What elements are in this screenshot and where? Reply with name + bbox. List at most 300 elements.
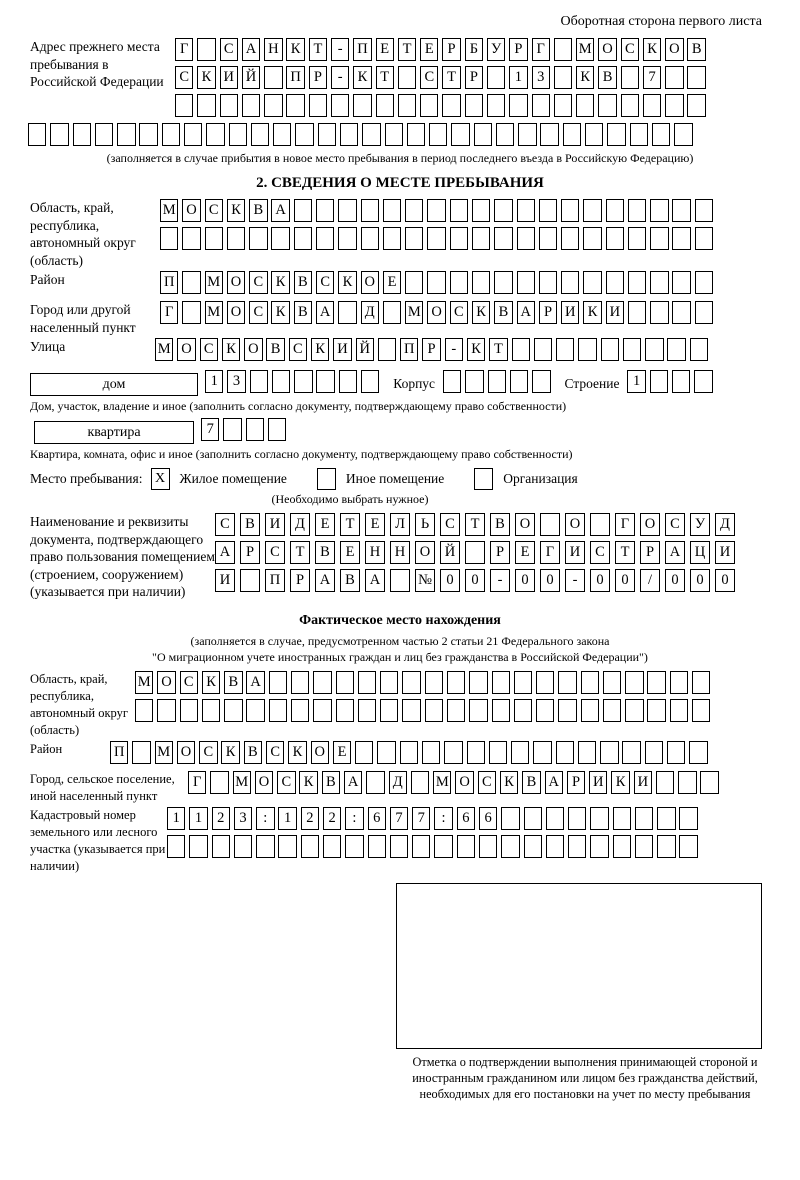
char-box: Г — [160, 301, 178, 324]
char-row — [155, 338, 712, 363]
char-box: П — [353, 38, 371, 61]
char-box: Т — [489, 338, 507, 361]
char-box — [398, 94, 416, 117]
char-box — [690, 338, 708, 361]
char-box — [628, 271, 646, 294]
char-box: В — [240, 513, 260, 536]
char-box — [623, 338, 641, 361]
char-box: 7 — [390, 807, 408, 830]
char-box — [358, 671, 376, 694]
char-box: О — [227, 271, 245, 294]
char-box: Т — [376, 66, 394, 89]
char-box: Н — [264, 38, 282, 61]
char-box — [695, 199, 713, 222]
char-box: С — [265, 541, 285, 564]
char-box: Д — [290, 513, 310, 536]
char-box: К — [299, 771, 317, 794]
char-box: И — [333, 338, 351, 361]
house-label-box: дом — [30, 373, 198, 396]
char-box: А — [545, 771, 563, 794]
char-box — [554, 94, 572, 117]
char-box — [313, 699, 331, 722]
char-box: 7 — [643, 66, 661, 89]
char-row — [160, 199, 717, 224]
char-row — [160, 301, 717, 326]
apartment-row — [34, 418, 800, 446]
char-box: А — [215, 541, 235, 564]
char-box: Е — [365, 513, 385, 536]
char-box — [657, 835, 675, 858]
char-box — [361, 370, 379, 393]
stay-type-label: Место пребывания: — [30, 471, 143, 486]
char-box — [318, 123, 336, 146]
actual-district-label: Район — [30, 741, 63, 756]
char-box: А — [365, 569, 385, 592]
char-box: С — [420, 66, 438, 89]
char-box — [345, 835, 363, 858]
char-box: О — [311, 741, 329, 764]
char-box: Т — [465, 513, 485, 536]
option-label-other-premises: Иное помещение — [345, 471, 445, 486]
char-box — [338, 301, 356, 324]
char-box — [650, 271, 668, 294]
char-box — [256, 835, 274, 858]
char-box — [667, 741, 685, 764]
char-row-overflow — [28, 123, 800, 148]
char-box: Р — [539, 301, 557, 324]
char-box — [427, 199, 445, 222]
char-box — [28, 123, 46, 146]
char-box: К — [227, 199, 245, 222]
char-box — [465, 541, 485, 564]
char-box: Г — [532, 38, 550, 61]
char-box — [492, 699, 510, 722]
char-box: М — [205, 271, 223, 294]
char-row — [188, 771, 723, 796]
char-box: 0 — [540, 569, 560, 592]
char-box — [447, 671, 465, 694]
char-box — [450, 271, 468, 294]
char-box: Е — [376, 38, 394, 61]
char-box — [672, 370, 690, 393]
char-box — [540, 123, 558, 146]
char-box: - — [331, 66, 349, 89]
char-box — [581, 699, 599, 722]
char-box: О — [255, 771, 273, 794]
char-box: И — [634, 771, 652, 794]
char-box: М — [433, 771, 451, 794]
char-box: С — [175, 66, 193, 89]
char-box — [472, 271, 490, 294]
char-box — [695, 227, 713, 250]
cadastral-block — [30, 807, 800, 875]
char-box: К — [288, 741, 306, 764]
char-box — [534, 338, 552, 361]
char-box — [517, 227, 535, 250]
char-box — [182, 301, 200, 324]
char-box: 7 — [201, 418, 219, 441]
char-box — [590, 807, 608, 830]
char-box — [600, 741, 618, 764]
char-box — [95, 123, 113, 146]
char-box — [295, 123, 313, 146]
char-box: А — [316, 301, 334, 324]
char-box: 0 — [615, 569, 635, 592]
char-box — [407, 123, 425, 146]
char-box: Й — [356, 338, 374, 361]
char-box — [563, 123, 581, 146]
char-box — [583, 199, 601, 222]
char-box — [420, 94, 438, 117]
char-box — [643, 94, 661, 117]
char-box: И — [715, 541, 735, 564]
char-box — [162, 123, 180, 146]
char-box: С — [450, 301, 468, 324]
char-box: 3 — [532, 66, 550, 89]
char-box: М — [155, 338, 173, 361]
char-row — [215, 513, 740, 538]
char-box — [488, 370, 506, 393]
char-box — [689, 741, 707, 764]
region-block — [30, 199, 800, 269]
char-box — [157, 699, 175, 722]
char-box: В — [294, 271, 312, 294]
actual-city-label: Город, сельское поселение, иной населенный пункт — [30, 771, 175, 803]
char-box — [679, 807, 697, 830]
char-box — [405, 199, 423, 222]
char-box: Г — [188, 771, 206, 794]
region-label: Область, край, республика, автономный округ (область) — [30, 200, 136, 268]
city-block — [30, 301, 800, 336]
char-box — [554, 38, 572, 61]
char-box — [650, 227, 668, 250]
char-box: К — [338, 271, 356, 294]
char-box — [383, 199, 401, 222]
char-box — [539, 199, 557, 222]
korpus-row — [443, 370, 554, 395]
char-box: А — [242, 38, 260, 61]
char-box: И — [606, 301, 624, 324]
char-box: Т — [615, 541, 635, 564]
char-box — [269, 699, 287, 722]
char-box: Г — [615, 513, 635, 536]
char-box — [294, 199, 312, 222]
char-box — [650, 199, 668, 222]
char-box: В — [490, 513, 510, 536]
char-box — [603, 699, 621, 722]
char-box — [532, 370, 550, 393]
char-box — [518, 123, 536, 146]
char-box — [362, 123, 380, 146]
actual-district-block — [30, 741, 800, 769]
char-box: 3 — [227, 370, 245, 393]
char-box: П — [286, 66, 304, 89]
char-box — [442, 94, 460, 117]
char-box — [554, 66, 572, 89]
char-box: - — [331, 38, 349, 61]
char-box: С — [249, 271, 267, 294]
char-box — [291, 671, 309, 694]
char-box: И — [220, 66, 238, 89]
char-box: Г — [175, 38, 193, 61]
char-box: 1 — [167, 807, 185, 830]
document-rows — [215, 513, 740, 597]
char-row — [135, 671, 714, 696]
stay-type-caption: (Необходимо выбрать нужное) — [271, 492, 429, 506]
char-row — [110, 741, 712, 766]
checkbox-other-premises — [317, 468, 336, 490]
actual-location-title: Фактическое место нахождения — [299, 612, 501, 628]
char-box: К — [311, 338, 329, 361]
char-box — [590, 513, 610, 536]
char-box — [390, 835, 408, 858]
char-box: О — [515, 513, 535, 536]
char-box: - — [565, 569, 585, 592]
char-box — [581, 671, 599, 694]
char-box — [210, 771, 228, 794]
checkbox-organization — [474, 468, 493, 490]
char-row — [167, 835, 702, 860]
char-box: К — [643, 38, 661, 61]
char-box: 1 — [205, 370, 223, 393]
char-box — [361, 227, 379, 250]
char-box: С — [478, 771, 496, 794]
char-box: К — [576, 66, 594, 89]
char-box: 1 — [509, 66, 527, 89]
char-box — [405, 227, 423, 250]
char-box: С — [180, 671, 198, 694]
char-row — [135, 699, 714, 724]
char-box — [650, 301, 668, 324]
char-box — [383, 227, 401, 250]
document-label: Наименование и реквизиты документа, подтверждающего право пользования помещением (строением, сооружением) (указывается при наличии) — [30, 514, 215, 599]
char-box: М — [160, 199, 178, 222]
char-box — [622, 741, 640, 764]
char-box: Е — [515, 541, 535, 564]
stroenie-label: Строение — [564, 376, 620, 391]
char-box: Д — [361, 301, 379, 324]
char-box — [578, 338, 596, 361]
char-box: С — [440, 513, 460, 536]
char-box — [578, 741, 596, 764]
char-box — [264, 94, 282, 117]
char-box — [309, 94, 327, 117]
char-box: А — [315, 569, 335, 592]
char-box — [465, 94, 483, 117]
char-box: И — [561, 301, 579, 324]
city-label: Город или другой населенный пункт — [30, 302, 136, 335]
char-box: И — [565, 541, 585, 564]
char-box — [561, 199, 579, 222]
char-box — [353, 94, 371, 117]
char-box — [234, 835, 252, 858]
apartment-caption: Квартира, комната, офис и иное (заполнить согласно документу, подтверждающему право собственности) — [30, 447, 573, 461]
char-box — [606, 271, 624, 294]
char-box — [427, 227, 445, 250]
char-box — [340, 123, 358, 146]
prev-address-block — [30, 38, 800, 122]
char-box: Д — [715, 513, 735, 536]
char-box: : — [256, 807, 274, 830]
char-box: И — [215, 569, 235, 592]
char-box — [206, 123, 224, 146]
char-box — [585, 123, 603, 146]
char-box — [443, 370, 461, 393]
char-box — [665, 94, 683, 117]
char-box — [532, 94, 550, 117]
char-box: М — [155, 741, 173, 764]
char-box — [496, 123, 514, 146]
char-box — [132, 741, 150, 764]
char-box — [509, 94, 527, 117]
char-box: В — [224, 671, 242, 694]
char-box — [511, 741, 529, 764]
char-box — [670, 699, 688, 722]
char-box — [561, 227, 579, 250]
char-box — [402, 699, 420, 722]
char-box: 6 — [368, 807, 386, 830]
char-box — [672, 227, 690, 250]
char-box: С — [249, 301, 267, 324]
char-box: А — [344, 771, 362, 794]
char-box: Р — [465, 66, 483, 89]
char-box: 1 — [278, 807, 296, 830]
char-box — [469, 671, 487, 694]
char-box — [212, 835, 230, 858]
char-box: Й — [242, 66, 260, 89]
char-box: 2 — [323, 807, 341, 830]
char-box: А — [665, 541, 685, 564]
char-box — [524, 835, 542, 858]
char-box: 0 — [715, 569, 735, 592]
char-box — [338, 227, 356, 250]
char-box: 0 — [590, 569, 610, 592]
char-box — [422, 741, 440, 764]
char-box — [568, 807, 586, 830]
char-box — [182, 227, 200, 250]
stamp-caption: Отметка о подтверждении выполнения принимающей стороной и иностранным гражданином или лицом без гражданства действий, необходимых для его постановки на учет по месту пребывания — [412, 1054, 758, 1101]
char-box: Р — [567, 771, 585, 794]
char-box — [603, 671, 621, 694]
char-box — [606, 227, 624, 250]
char-box — [268, 418, 286, 441]
char-box: У — [487, 38, 505, 61]
char-box — [598, 94, 616, 117]
char-box: 0 — [690, 569, 710, 592]
char-box: К — [221, 741, 239, 764]
char-box: Т — [398, 38, 416, 61]
house-caption: Дом, участок, владение и иное (заполнить согласно документу, подтверждающему право собственности) — [30, 399, 567, 413]
char-box — [223, 418, 241, 441]
char-box — [568, 835, 586, 858]
char-box — [400, 741, 418, 764]
char-box — [139, 123, 157, 146]
char-box: А — [271, 199, 289, 222]
char-box — [402, 671, 420, 694]
street-block — [30, 338, 800, 366]
char-box — [679, 835, 697, 858]
char-box: А — [246, 671, 264, 694]
char-box — [556, 741, 574, 764]
char-box: Р — [290, 569, 310, 592]
char-box — [479, 835, 497, 858]
char-box — [647, 699, 665, 722]
char-box — [667, 338, 685, 361]
char-box: С — [199, 741, 217, 764]
char-box: К — [202, 671, 220, 694]
char-row — [215, 541, 740, 566]
char-box — [546, 835, 564, 858]
char-box — [487, 66, 505, 89]
char-box: С — [215, 513, 235, 536]
char-box: С — [220, 38, 238, 61]
char-box: - — [490, 569, 510, 592]
char-box: 1 — [627, 370, 645, 393]
char-box — [524, 807, 542, 830]
char-box: : — [434, 807, 452, 830]
char-box — [316, 370, 334, 393]
actual-city-block — [30, 771, 800, 805]
cadastral-rows — [167, 807, 702, 863]
char-box: О — [244, 338, 262, 361]
char-box — [271, 227, 289, 250]
char-box: В — [322, 771, 340, 794]
char-box: В — [687, 38, 705, 61]
char-box — [558, 699, 576, 722]
char-box — [625, 699, 643, 722]
char-box — [273, 123, 291, 146]
char-box: В — [340, 569, 360, 592]
char-box: В — [315, 541, 335, 564]
char-box — [469, 699, 487, 722]
char-box: 7 — [412, 807, 430, 830]
char-box — [182, 271, 200, 294]
actual-location-caption-2: "О миграционном учете иностранных граждан и лиц без гражданства в Российской Федерации") — [152, 649, 648, 664]
char-row — [175, 94, 710, 119]
document-block — [30, 513, 800, 601]
char-box: 6 — [457, 807, 475, 830]
char-box: К — [197, 66, 215, 89]
option-label-residential: Жилое помещение — [179, 471, 287, 486]
checkbox-residential: X — [151, 468, 170, 490]
char-box: К — [472, 301, 490, 324]
char-box — [336, 699, 354, 722]
char-box — [368, 835, 386, 858]
char-box: В — [294, 301, 312, 324]
char-box: 2 — [212, 807, 230, 830]
char-box — [398, 66, 416, 89]
house-number-row — [205, 370, 383, 395]
char-box: О — [455, 771, 473, 794]
char-box — [645, 741, 663, 764]
char-box: К — [353, 66, 371, 89]
char-box — [583, 227, 601, 250]
char-row — [167, 807, 702, 832]
char-box: Й — [440, 541, 460, 564]
char-box: В — [266, 338, 284, 361]
char-box — [202, 699, 220, 722]
actual-region-rows — [135, 671, 714, 727]
char-box — [474, 123, 492, 146]
char-box: Е — [420, 38, 438, 61]
char-box: К — [271, 301, 289, 324]
char-box — [50, 123, 68, 146]
char-box — [331, 94, 349, 117]
char-row — [160, 271, 717, 296]
char-box — [695, 271, 713, 294]
char-box: Л — [390, 513, 410, 536]
cadastral-label: Кадастровый номер земельного или лесного участка (указывается при наличии) — [30, 807, 166, 873]
